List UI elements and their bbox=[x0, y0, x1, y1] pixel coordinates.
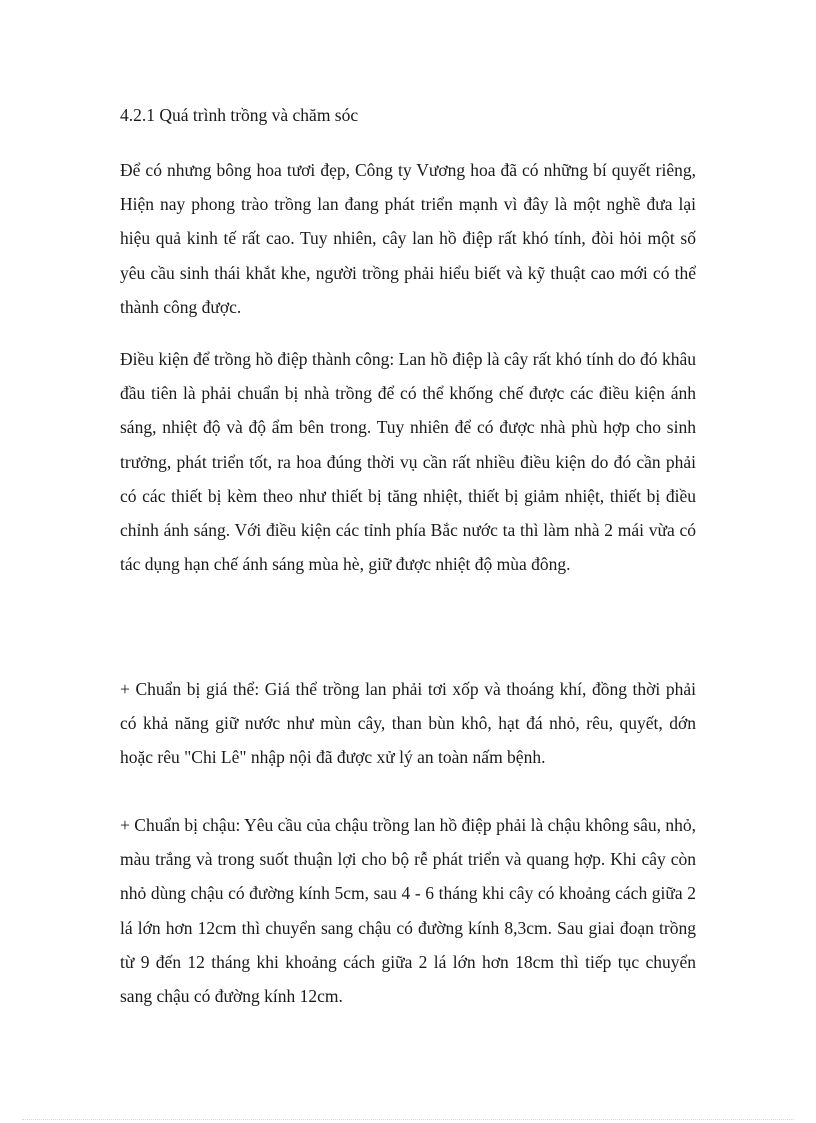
paragraph-substrate: + Chuẩn bị giá thể: Giá thể trồng lan phải tơi xốp và thoáng khí, đồng thời phải có khả năng giữ nước như mùn cây, than bùn khô, hạt đá nhỏ, rêu, quyết, dớn hoặc rêu "Chi Lê" nhập nội đã được xử lý an toàn nấm bệnh. bbox=[120, 679, 696, 768]
section-heading: 4.2.1 Quá trình trồng và chăm sóc bbox=[120, 105, 359, 125]
paragraph-conditions: Điều kiện để trồng hồ điệp thành công: Lan hồ điệp là cây rất khó tính do đó khâu đầu tiên là phải chuẩn bị nhà trồng để có thể khống chế được các điều kiện ánh sáng, nhiệt độ và độ ẩm bên trong. Tuy nhiên để có được nhà phù hợp cho sinh trưởng, phát triển tốt, ra hoa đúng thời vụ cần rất nhiều điều kiện do đó cần phải có các thiết bị kèm theo như thiết bị tăng nhiệt, thiết bị giảm nhiệt, thiết bị điều chỉnh ánh sáng. Với điều kiện các tỉnh phía Bắc nước ta thì làm nhà 2 mái vừa có tác dụng hạn chế ánh sáng mùa hè, giữ được nhiệt độ mùa đông. bbox=[120, 349, 696, 575]
paragraph-intro: Để có nhưng bông hoa tươi đẹp, Công ty Vương hoa đã có những bí quyết riêng, Hiện nay phong trào trồng lan đang phát triển mạnh vì đây là một nghề đưa lại hiệu quả kinh tế rất cao. Tuy nhiên, cây lan hồ điệp rất khó tính, đòi hỏi một số yêu cầu sinh thái khắt khe, người trồng phải hiểu biết và kỹ thuật cao mới có thể thành công được. bbox=[120, 160, 696, 317]
paragraph-pots: + Chuẩn bị chậu: Yêu cầu của chậu trồng lan hồ điệp phải là chậu không sâu, nhỏ, màu trắng và trong suốt thuận lợi cho bộ rễ phát triển và quang hợp. Khi cây còn nhỏ dùng chậu có đường kính 5cm, sau 4 - 6 tháng khi cây có khoảng cách giữa 2 lá lớn hơn 12cm thì chuyển sang chậu có đường kính 8,3cm. Sau giai đoạn trồng từ 9 đến 12 tháng khi khoảng cách giữa 2 lá lớn hơn 18cm thì tiếp tục chuyển sang chậu có đường kính 12cm. bbox=[120, 815, 696, 1007]
page-bottom-rule bbox=[22, 1119, 794, 1120]
